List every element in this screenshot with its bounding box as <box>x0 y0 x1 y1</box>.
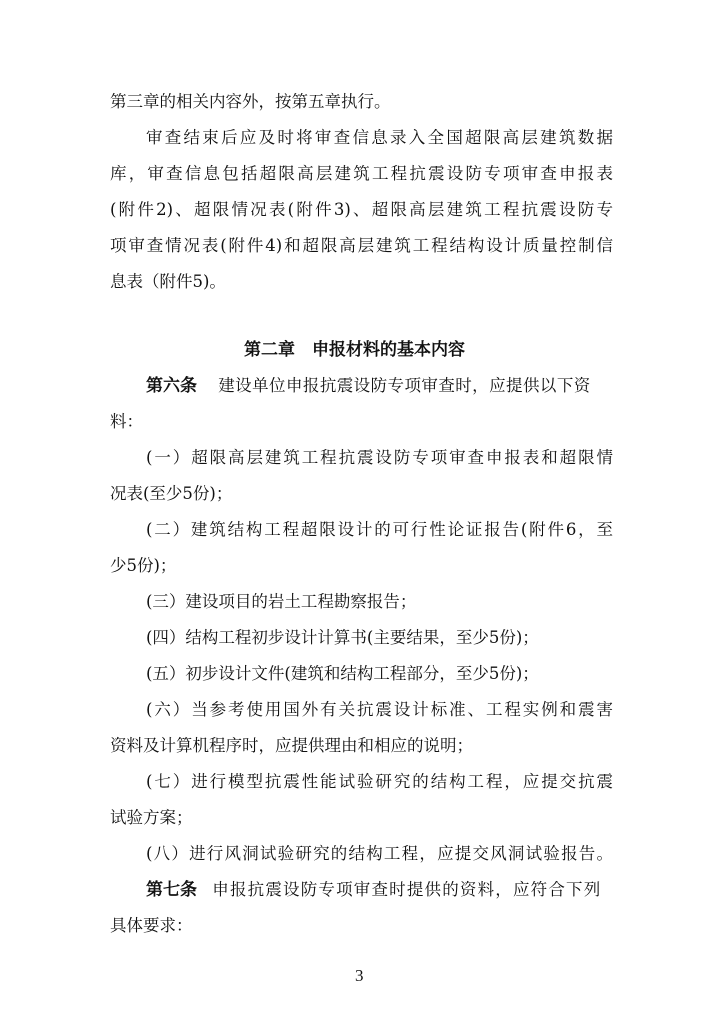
paragraph-line: 审查结束后应及时将审查信息录入全国超限高层建筑数据 <box>146 128 613 147</box>
article-label: 第六条 <box>146 376 197 396</box>
list-item: 试验方案； <box>110 808 193 827</box>
list-item: 况表(至少5份)； <box>110 484 233 503</box>
article-text: 申报抗震设防专项审查时提供的资料，应符合下列 <box>212 880 601 899</box>
article-line <box>146 376 613 396</box>
article-line <box>146 880 613 900</box>
list-item: (六）当参考使用国外有关抗震设计标准、工程实例和震害 <box>146 700 613 719</box>
paragraph-line: 第三章的相关内容外，按第五章执行。 <box>110 92 391 111</box>
paragraph-line: 库，审查信息包括超限高层建筑工程抗震设防专项审查申报表 <box>110 164 613 183</box>
paragraph-line: 具体要求： <box>110 916 193 935</box>
paragraph-line: 料： <box>110 412 143 431</box>
chapter-heading: 第二章 申报材料的基本内容 <box>244 340 465 360</box>
list-item: (四）结构工程初步设计计算书(主要结果，至少5份)； <box>146 628 539 647</box>
paragraph-line: (附件2)、超限情况表(附件3)、超限高层建筑工程抗震设防专 <box>110 200 613 219</box>
article-label: 第七条 <box>146 880 197 900</box>
list-item: (七）进行模型抗震性能试验研究的结构工程，应提交抗震 <box>146 772 613 791</box>
list-item: 少5份)； <box>110 556 177 575</box>
list-item: (三）建设项目的岩土工程勘察报告； <box>146 592 417 611</box>
list-item: (五）初步设计文件(建筑和结构工程部分，至少5份)； <box>146 664 539 683</box>
list-item: 资料及计算机程序时，应提供理由和相应的说明； <box>110 736 473 755</box>
paragraph-line: 项审查情况表(附件4)和超限高层建筑工程结构设计质量控制信 <box>110 236 613 255</box>
list-item: (八）进行风洞试验研究的结构工程，应提交风洞试验报告。 <box>146 844 613 863</box>
paragraph-line: 息表（附件5)。 <box>110 272 226 291</box>
list-item: (二）建筑结构工程超限设计的可行性论证报告(附件6，至 <box>146 520 613 539</box>
article-text: 建设单位申报抗震设防专项审查时，应提供以下资 <box>218 376 591 395</box>
list-item: (一）超限高层建筑工程抗震设防专项审查申报表和超限情 <box>146 448 613 467</box>
page-number: 3 <box>355 966 364 985</box>
